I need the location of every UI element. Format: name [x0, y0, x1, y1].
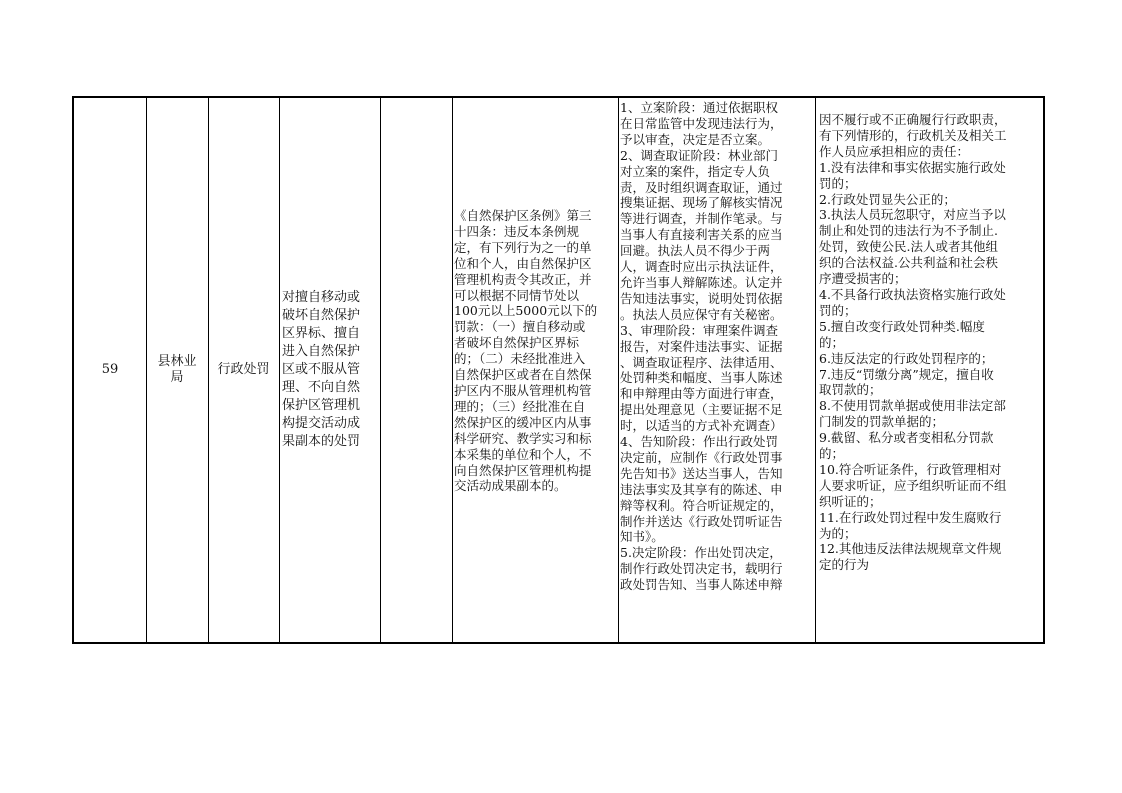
cell-category — [208, 98, 279, 642]
cell-liability — [815, 98, 1043, 642]
cell-procedure — [618, 98, 815, 642]
liability-text: 因不履行或不正确履行行政职责， 有下列情形的，行政机关及相关工 作人员应承担相应的责任： 1.没有法律和事实依据实施行政处 罚的； 2.行政处罚显失公正的； 3.执法人员玩忽职守，对应当予以 制止和处罚的违法行为不予制止. 处罚，致使公民.法人或者其他组 织的合法权益.公共利益和社会秩 序遭受损害的； 4.不具备行政执法资格实施行政处 罚的； 5.擅自改变行政处罚种类.幅度 的； 6.违反法定的行政处罚程序的； 7.违反“罚缴分离”规定，擅自收 取罚款的； 8.不使用罚款单据或使用非法定部 门制发的罚款单据的； 9.截留、私分或者变相私分罚款 的； 10.符合听证条件，行政管理相对 人要求听证，应予组织听证而不组 织听证的； 11.在行政处罚过程中发生腐败行 为的； 12.其他违反法律法规规章文件规 定的行为 — [819, 112, 1007, 573]
cell-department — [146, 98, 208, 642]
cell-basis — [452, 98, 618, 642]
cell-item-name — [279, 98, 380, 642]
power-category: 行政处罚 — [217, 362, 270, 377]
department-name: 县林业 局 — [157, 354, 197, 385]
row-number: 59 — [101, 362, 119, 377]
table-row — [72, 96, 1045, 644]
item-name: 对擅自移动或 破坏自然保护 区界标、擅自 进入自然保护 区或不服从管 理、不向自然 保护区管理机 构提交活动成 果副本的处罚 — [282, 290, 361, 449]
cell-empty-1 — [380, 98, 452, 642]
procedure-text: 1、立案阶段：通过依据职权 在日常监管中发现违法行为， 予以审查，决定是否立案。 2、调查取证阶段：林业部门 对立案的案件，指定专人负 责，及时组织调查取证，通过 搜集证据、现场了解核实情况 等进行调查，并制作笔录。与 当事人有直接利害关系的应当 回避。执法人员不得少于两 人，调查时应出示执法证件， 允许当事人辩解陈述。认定并 告知违法事实，说明处罚依据 。执法人员应保守有关秘密。 3、审理阶段：审理案件调查 报告，对案件违法事实、证据 、调查取证程序、法律适用、 处罚种类和幅度、当事人陈述 和申辩理由等方面进行审查， 提出处理意见（主要证据不足 时，以适当的方式补充调查） 4、告知阶段：作出行政处罚 决定前，应制作《行政处罚事 先告知书》送达当事人，告知 违法事实及其享有的陈述、申 辩等权利。符合听证规定的， 制作并送达《行政处罚听证告 知书》。 5.决定阶段：作出处罚决定， 制作行政处罚决定书，载明行 政处罚告知、当事人陈述申辩 — [620, 100, 783, 593]
cell-number — [74, 98, 146, 642]
legal-basis-text: 《自然保护区条例》第三 十四条：违反本条例规 定，有下列行为之一的单 位和个人，由自然保护区 管理机构责令其改正，并 可以根据不同情节处以 100元以上5000元以下的 罚款：（一）擅自移动或 者破坏自然保护区界标 的；（二）未经批准进入 自然保护区或者在自然保 护区内不服从管理机构管 理的；（三）经批准在自 然保护区的缓冲区内从事 科学研究、教学实习和标 本采集的单位和个人，不 向自然保护区管理机构提 交活动成果副本的。 — [454, 208, 598, 494]
